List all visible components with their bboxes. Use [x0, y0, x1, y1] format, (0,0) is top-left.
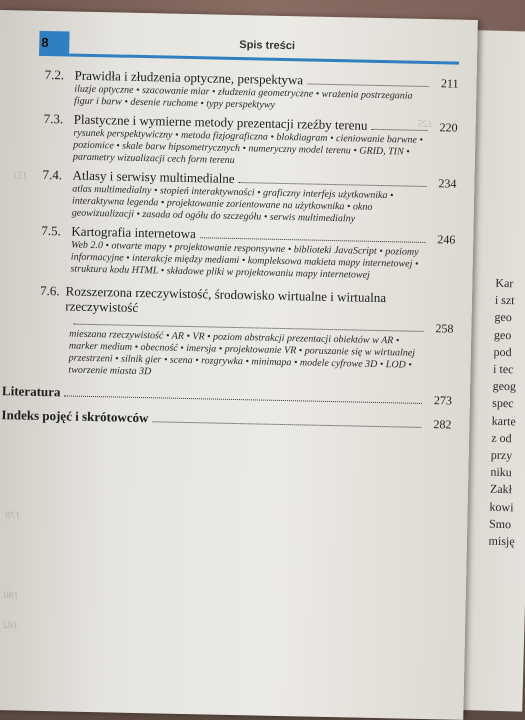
section-title: Plastyczne i wymierne metody prezentacji rzeźby terenu: [73, 111, 368, 133]
adjacent-page-text: pod: [493, 344, 512, 359]
section-keywords: atlas multimedialny • stopień interaktywności • graficzny interfejs użytkownika • interaktywna legenda • projektowanie zorientowane na użytkownika • okno geowizualizacji • zasada od ogółu do szczegółu • serwis multimedialny: [71, 183, 394, 225]
section-title: Kartografia internetowa: [71, 223, 197, 242]
adjacent-page-text: Kar: [495, 275, 514, 291]
toc-entry[interactable]: [40, 223, 455, 284]
adjacent-page-text: karte: [491, 413, 516, 428]
adjacent-page-text: kowi: [489, 499, 514, 514]
section-number: 7.4.: [42, 166, 63, 183]
show-through-text: 151: [12, 170, 28, 182]
section-title: Indeks pojęć i skrótowców: [1, 407, 149, 426]
section-number: 7.3.: [43, 110, 64, 127]
page-ref: 273: [433, 393, 453, 408]
adjacent-page-text: Smo: [488, 516, 512, 532]
adjacent-page-text: niku: [490, 464, 512, 480]
show-through-text: 182: [2, 620, 19, 632]
section-title: Prawidła i złudzenia optyczne, perspektywa: [74, 67, 304, 88]
toc-entry[interactable]: [38, 283, 454, 385]
toc-entry[interactable]: [42, 167, 457, 228]
section-number: 7.5.: [41, 222, 62, 239]
page-ref: 234: [438, 176, 457, 191]
section-number: 7.2.: [44, 66, 65, 83]
leader-dots: [307, 83, 428, 87]
adjacent-page-text: z od: [491, 430, 512, 446]
page-header: [39, 31, 459, 65]
section-title: Literatura: [1, 383, 61, 400]
adjacent-page-text: przy: [490, 447, 513, 463]
toc-entry-indeks[interactable]: [1, 407, 451, 432]
adjacent-page-text: geo: [494, 310, 512, 325]
page-ref: 258: [435, 321, 454, 336]
adjacent-page-text: geog: [492, 378, 517, 394]
toc-entry-literatura[interactable]: [2, 383, 452, 408]
leader-dots: [371, 129, 427, 131]
page-ref: 220: [439, 120, 458, 135]
section-keywords: rysunek perspektywiczny • metoda fizjograficzna • blokdiagram • cieniowanie barwne • poziomice • skale barw hipsometrycznych • numeryczny model terenu • GRID, TIN • parametry wizualizacji cech form terenu: [72, 127, 423, 166]
section-keywords: mieszana rzeczywistość • AR • VR • poziom abstrakcji prezentacji obiektów w AR • marker medium • obecność • imersja • projektowanie VR • poruszanie się w wirtualnej przestrzeni • silnik gier • scena • rozgrywka • minimapa • modele cyfrowe 3D • LOD • tworzenie miasta 3D: [68, 328, 416, 378]
book-page: [0, 10, 478, 720]
page-number: 8: [39, 31, 69, 56]
adjacent-page-text: i tec: [492, 361, 514, 377]
leader-dots: [64, 395, 421, 403]
toc-entry[interactable]: [44, 67, 459, 116]
running-head: Spis treści: [239, 39, 296, 53]
page-ref: 211: [440, 76, 459, 91]
adjacent-page-text: misję: [488, 533, 515, 549]
page-ref: 282: [433, 417, 452, 432]
section-keywords: iluzje optyczne • szacowanie miar • złudzenia geometryczne • wrażenia postrzegania figur i barw • desenie ruchome • typy perspektywy: [73, 83, 413, 111]
adjacent-page-text: Zakł: [489, 482, 513, 497]
adjacent-page-text: geo: [493, 327, 512, 342]
section-number: 7.6.: [39, 282, 60, 299]
section-keywords: Web 2.0 • otwarte mapy • projektowanie responsywne • biblioteki JavaScript • poziomy informacyjne • interakcje między mediami • kompleksowa makieta mapy internetowej • struktura kodu HTML • składowe pliki w projektowaniu mapy internetowej: [70, 239, 419, 281]
show-through-text: 125: [417, 118, 433, 131]
section-title: Atlasy i serwisy multimedialne: [72, 167, 235, 186]
section-title: Rozszerzona rzeczywistość, środowisko wirtualne i wirtualna rzeczywistość: [65, 283, 387, 315]
adjacent-page-text: i szt: [494, 292, 515, 308]
leader-dots: [152, 421, 421, 428]
page-ref: 246: [437, 232, 456, 247]
show-through-text: 180: [3, 590, 19, 602]
adjacent-page-text: spec: [492, 396, 514, 411]
show-through-text: 178: [5, 510, 21, 522]
leader-dots: [239, 182, 427, 187]
toc-entry[interactable]: [43, 111, 458, 172]
